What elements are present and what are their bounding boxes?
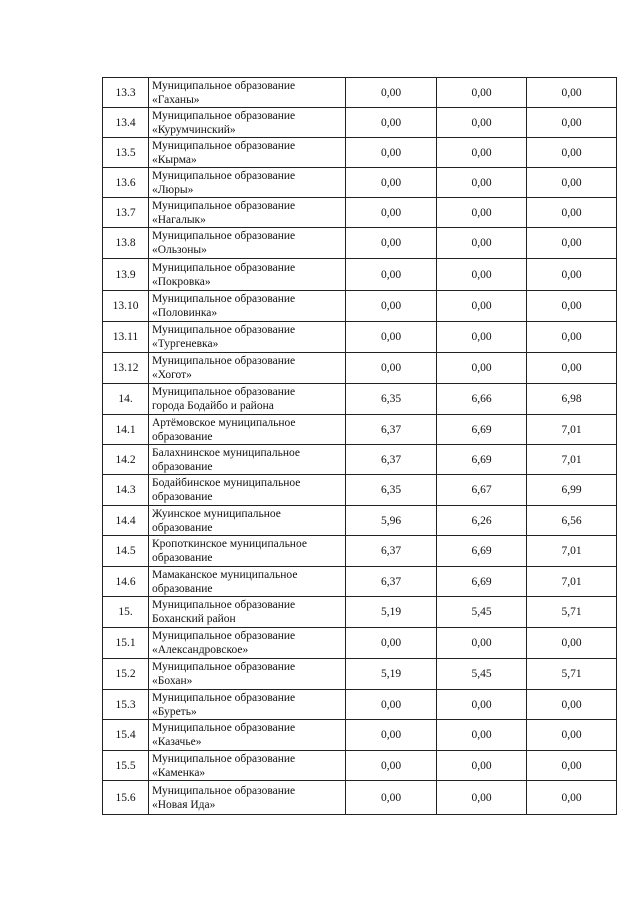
value-year-3: 0,00 [527, 291, 617, 322]
municipality-name: Муниципальное образование «Казачье» [152, 722, 296, 748]
row-number: 14.5 [103, 536, 149, 567]
value-year-2: 0,00 [437, 138, 527, 168]
value-year-1: 0,00 [346, 198, 437, 228]
value-year-2: 0,00 [437, 781, 527, 815]
municipality-name: Муниципальное образование «Бохан» [152, 661, 296, 687]
municipality-cell [149, 138, 346, 168]
value-year-1: 0,00 [346, 353, 437, 384]
municipality-name: Муниципальное образование «Кырма» [152, 139, 296, 166]
value-year-1: 6,37 [346, 536, 437, 567]
value-year-1: 6,35 [346, 384, 437, 415]
value-year-2: 0,00 [437, 690, 527, 720]
value-year-1: 0,00 [346, 322, 437, 353]
value-year-3: 0,00 [527, 108, 617, 138]
row-number: 15.3 [103, 690, 149, 720]
value-year-3: 0,00 [527, 353, 617, 384]
row-number: 13.10 [103, 291, 149, 322]
municipality-cell [149, 198, 346, 228]
value-year-3: 5,71 [527, 659, 617, 690]
value-year-2: 0,00 [437, 720, 527, 751]
value-year-3: 0,00 [527, 322, 617, 353]
municipality-name: Муниципальное образование «Гаханы» [152, 79, 296, 106]
value-year-2: 0,00 [437, 228, 527, 259]
municipality-name: Жуинское муниципальное образование [152, 507, 281, 534]
value-year-3: 0,00 [527, 781, 617, 815]
value-year-1: 6,37 [346, 445, 437, 475]
table-row [103, 138, 617, 168]
value-year-2: 0,00 [437, 322, 527, 353]
value-year-3: 0,00 [527, 690, 617, 720]
value-year-1: 0,00 [346, 108, 437, 138]
value-year-1: 6,35 [346, 475, 437, 506]
table-row [103, 322, 617, 353]
value-year-1: 0,00 [346, 690, 437, 720]
value-year-2: 6,69 [437, 536, 527, 567]
value-year-3: 0,00 [527, 78, 617, 108]
value-year-2: 0,00 [437, 108, 527, 138]
row-number: 15. [103, 597, 149, 628]
row-number: 13.6 [103, 168, 149, 198]
municipality-cell [149, 415, 346, 445]
value-year-1: 0,00 [346, 751, 437, 781]
municipality-cell [149, 751, 346, 781]
value-year-3: 6,99 [527, 475, 617, 506]
value-year-3: 6,56 [527, 506, 617, 536]
municipality-name: Муниципальное образование «Новая Ида» [152, 784, 296, 811]
value-year-3: 0,00 [527, 628, 617, 659]
row-number: 13.5 [103, 138, 149, 168]
municipality-cell [149, 475, 346, 506]
value-year-2: 0,00 [437, 259, 527, 291]
value-year-1: 0,00 [346, 138, 437, 168]
municipality-cell [149, 168, 346, 198]
municipality-cell [149, 291, 346, 322]
table-row [103, 597, 617, 628]
value-year-3: 6,98 [527, 384, 617, 415]
table-row [103, 415, 617, 445]
value-year-3: 0,00 [527, 720, 617, 751]
row-number: 14.1 [103, 415, 149, 445]
table-row [103, 536, 617, 567]
value-year-2: 6,67 [437, 475, 527, 506]
value-year-1: 0,00 [346, 781, 437, 815]
value-year-2: 0,00 [437, 198, 527, 228]
municipality-cell [149, 597, 346, 628]
value-year-2: 0,00 [437, 751, 527, 781]
value-year-3: 5,71 [527, 597, 617, 628]
value-year-3: 7,01 [527, 536, 617, 567]
table-row [103, 567, 617, 597]
table-row [103, 690, 617, 720]
municipality-cell [149, 353, 346, 384]
municipality-cell [149, 536, 346, 567]
row-number: 15.2 [103, 659, 149, 690]
municipality-cell [149, 228, 346, 259]
row-number: 13.8 [103, 228, 149, 259]
value-year-3: 0,00 [527, 138, 617, 168]
value-year-2: 6,69 [437, 415, 527, 445]
municipality-name: Муниципальное образование «Каменка» [152, 752, 296, 779]
table-row [103, 384, 617, 415]
row-number: 15.1 [103, 628, 149, 659]
table-row [103, 259, 617, 291]
row-number: 14.6 [103, 567, 149, 597]
municipality-name: Муниципальное образование «Курумчинский» [152, 109, 296, 136]
row-number: 14.3 [103, 475, 149, 506]
tariff-table-body [103, 78, 617, 815]
row-number: 13.7 [103, 198, 149, 228]
municipality-cell [149, 384, 346, 415]
value-year-2: 6,26 [437, 506, 527, 536]
municipality-name: Артёмовское муниципальное образование [152, 416, 296, 443]
row-number: 15.4 [103, 720, 149, 751]
value-year-1: 0,00 [346, 168, 437, 198]
value-year-2: 0,00 [437, 291, 527, 322]
row-number: 14. [103, 384, 149, 415]
municipality-cell [149, 781, 346, 815]
table-row [103, 228, 617, 259]
table-row [103, 475, 617, 506]
municipality-cell [149, 690, 346, 720]
value-year-1: 0,00 [346, 628, 437, 659]
value-year-1: 6,37 [346, 567, 437, 597]
table-row [103, 353, 617, 384]
table-row [103, 506, 617, 536]
municipality-name: Бодайбинское муниципальное образование [152, 477, 301, 503]
row-number: 15.6 [103, 781, 149, 815]
municipality-cell [149, 78, 346, 108]
value-year-2: 0,00 [437, 628, 527, 659]
table-row [103, 781, 617, 815]
table-row [103, 78, 617, 108]
value-year-3: 0,00 [527, 168, 617, 198]
municipality-name: Муниципальное образование «Хогот» [152, 355, 296, 381]
table-row [103, 659, 617, 690]
value-year-1: 0,00 [346, 228, 437, 259]
municipality-name: Балахнинское муниципальное образование [152, 446, 300, 473]
table-row [103, 291, 617, 322]
table-row [103, 628, 617, 659]
value-year-2: 0,00 [437, 168, 527, 198]
municipality-cell [149, 659, 346, 690]
municipality-cell [149, 567, 346, 597]
row-number: 14.4 [103, 506, 149, 536]
value-year-2: 5,45 [437, 659, 527, 690]
row-number: 13.9 [103, 259, 149, 291]
municipality-name: Муниципальное образование города Бодайбо и района [152, 386, 296, 412]
row-number: 13.3 [103, 78, 149, 108]
municipality-name: Муниципальное образование «Александровское» [152, 630, 296, 656]
value-year-3: 7,01 [527, 415, 617, 445]
municipality-cell [149, 259, 346, 291]
value-year-3: 7,01 [527, 567, 617, 597]
value-year-3: 0,00 [527, 259, 617, 291]
value-year-1: 0,00 [346, 259, 437, 291]
table-row [103, 108, 617, 138]
municipality-name: Муниципальное образование «Нагалык» [152, 199, 296, 226]
value-year-2: 5,45 [437, 597, 527, 628]
municipality-cell [149, 720, 346, 751]
value-year-1: 6,37 [346, 415, 437, 445]
municipality-name: Мамаканское муниципальное образование [152, 568, 298, 595]
table-row [103, 168, 617, 198]
value-year-2: 0,00 [437, 78, 527, 108]
value-year-3: 0,00 [527, 198, 617, 228]
municipality-name: Муниципальное образование «Ользоны» [152, 230, 296, 256]
municipality-name: Кропоткинское муниципальное образование [152, 538, 307, 564]
value-year-3: 0,00 [527, 228, 617, 259]
municipality-cell [149, 506, 346, 536]
row-number: 13.12 [103, 353, 149, 384]
value-year-1: 0,00 [346, 291, 437, 322]
municipality-name: Муниципальное образование «Люры» [152, 169, 296, 196]
value-year-1: 0,00 [346, 78, 437, 108]
table-row [103, 445, 617, 475]
value-year-3: 0,00 [527, 751, 617, 781]
table-row [103, 720, 617, 751]
municipality-cell [149, 445, 346, 475]
table-row [103, 198, 617, 228]
value-year-1: 5,19 [346, 659, 437, 690]
row-number: 14.2 [103, 445, 149, 475]
municipality-cell [149, 108, 346, 138]
municipality-name: Муниципальное образование «Буреть» [152, 691, 296, 718]
tariff-table [102, 77, 617, 815]
municipality-name: Муниципальное образование «Покровка» [152, 261, 296, 288]
table-row [103, 751, 617, 781]
row-number: 13.11 [103, 322, 149, 353]
municipality-name: Муниципальное образование «Тургеневка» [152, 324, 296, 350]
municipality-name: Муниципальное образование «Половинка» [152, 293, 296, 319]
municipality-cell [149, 628, 346, 659]
value-year-2: 0,00 [437, 353, 527, 384]
value-year-1: 5,96 [346, 506, 437, 536]
municipality-name: Муниципальное образование Боханский район [152, 599, 296, 625]
value-year-1: 0,00 [346, 720, 437, 751]
value-year-2: 6,69 [437, 445, 527, 475]
municipality-cell [149, 322, 346, 353]
row-number: 13.4 [103, 108, 149, 138]
value-year-2: 6,69 [437, 567, 527, 597]
value-year-2: 6,66 [437, 384, 527, 415]
row-number: 15.5 [103, 751, 149, 781]
value-year-1: 5,19 [346, 597, 437, 628]
value-year-3: 7,01 [527, 445, 617, 475]
